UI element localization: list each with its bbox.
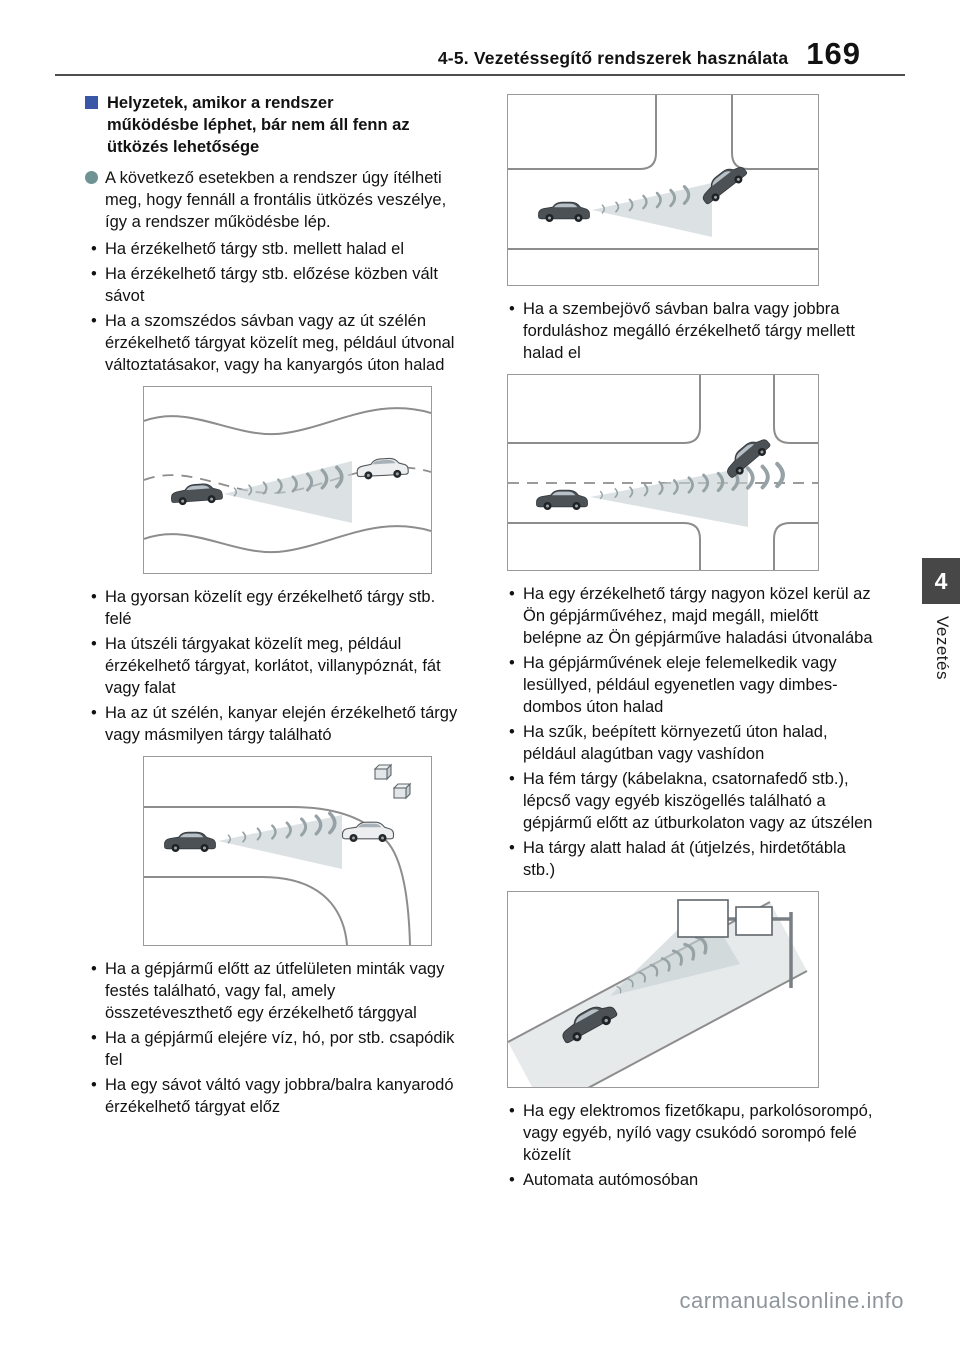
chapter-tab: 4 xyxy=(922,558,960,604)
bullet-item: • Ha az út szélén, kanyar elején érzékelhető tárgy vagy másmilyen tárgy található xyxy=(85,702,459,746)
bullet-item: • Ha fém tárgy (kábelakna, csatornafedő stb.), lépcső vagy egyéb kiszögellés található a gépjármű előtt az útburkolaton vagy az útszélen xyxy=(503,768,877,834)
intro-item xyxy=(85,167,459,233)
figure-row xyxy=(507,891,877,1088)
ego-car-icon xyxy=(171,483,223,506)
detection-cone xyxy=(592,183,712,237)
section-heading xyxy=(85,92,425,158)
bullet-item: • Ha a szomszédos sávban vagy az út szélén érzékelhető tárgyat közelít meg, például útvonal változtatásakor, vagy ha kanyargós úton halad xyxy=(85,310,459,376)
bullet-item: • Ha egy sávot váltó vagy jobbra/balra kanyarodó érzékelhető tárgyat előz xyxy=(85,1074,459,1118)
target-car-icon xyxy=(343,822,394,842)
page-number: 169 xyxy=(806,36,861,71)
figure-roadside-objects-curve xyxy=(143,756,432,946)
detection-cone xyxy=(224,461,352,523)
bullet-item: • Ha gyorsan közelít egy érzékelhető tárgy stb. felé xyxy=(85,586,459,630)
bullet-item: • Ha érzékelhető tárgy stb. mellett halad el xyxy=(85,238,459,260)
bullet-item: • Ha tárgy alatt halad át (útjelzés, hirdetőtábla stb.) xyxy=(503,837,877,881)
roadside-object-icon xyxy=(394,784,410,798)
left-column xyxy=(85,92,459,1121)
ego-car-icon xyxy=(165,832,216,852)
section-heading-text: Helyzetek, amikor a rendszer működésbe léphet, bár nem áll fenn az ütközés lehetősége xyxy=(107,94,410,156)
figure-row xyxy=(507,94,877,286)
sign-board xyxy=(678,900,728,937)
header-rule xyxy=(55,74,905,76)
target-car-icon xyxy=(357,458,409,480)
figure-crossroad-turning-car xyxy=(507,374,819,571)
intro-text: A következő esetekben a rendszer úgy ítélheti meg, hogy fennáll a frontális ütközés veszélye, így a rendszer működésbe lép. xyxy=(105,169,447,231)
bullet-item: • Ha egy érzékelhető tárgy nagyon közel kerül az Ön gépjárművéhez, majd megáll, mielőtt belépne az Ön gépjárműve haladási útvonalába xyxy=(503,583,877,649)
watermark: carmanualsonline.info xyxy=(679,1288,904,1313)
bullet-item: • Ha érzékelhető tárgy stb. előzése közben vált sávot xyxy=(85,263,459,307)
bullet-item: • Ha egy elektromos fizetőkapu, parkolósorompó, vagy egyéb, nyíló vagy csukódó sorompó felé közelít xyxy=(503,1100,877,1166)
section-title: 4-5. Vezetéssegítő rendszerek használata xyxy=(437,48,789,68)
figure-row xyxy=(143,756,459,946)
detection-cone xyxy=(218,815,342,869)
roadside-object-icon xyxy=(375,765,391,779)
right-column xyxy=(503,92,877,1194)
figure-t-intersection-turning-car xyxy=(507,94,819,286)
bullet-item: • Ha a gépjármű elejére víz, hó, por stb. csapódik fel xyxy=(85,1027,459,1071)
chapter-label: Vezetés xyxy=(933,616,952,680)
bullet-item: • Ha útszéli tárgyakat közelít meg, például érzékelhető tárgyat, korlátot, villanypóznát, fát vagy falat xyxy=(85,633,459,699)
detection-cone xyxy=(590,467,748,527)
ego-car-icon xyxy=(539,202,590,222)
figure-row xyxy=(507,374,877,571)
bullet-item: • Automata autómosóban xyxy=(503,1169,877,1191)
figure-overhead-signs xyxy=(507,891,819,1088)
page-header xyxy=(55,36,905,72)
heading-square-icon xyxy=(85,96,98,109)
ego-car-icon xyxy=(537,490,588,510)
figure-curved-road-two-cars xyxy=(143,386,432,574)
figure-row xyxy=(143,386,459,574)
bullet-item: • Ha a gépjármű előtt az útfelületen minták vagy festés található, vagy fal, amely összetéveszthető egy érzékelhető tárggyal xyxy=(85,958,459,1024)
bullet-item: • Ha a szembejövő sávban balra vagy jobbra forduláshoz megálló érzékelhető tárgy mellett halad el xyxy=(503,298,877,364)
sign-board xyxy=(736,907,772,935)
bullet-item: • Ha gépjárművének eleje felemelkedik vagy lesüllyed, például egyenetlen vagy dimbes-dombos úton halad xyxy=(503,652,877,718)
circle-bullet-icon xyxy=(85,171,98,184)
turning-car-icon xyxy=(697,160,749,207)
bullet-item: • Ha szűk, beépített környezetű úton halad, például alagútban vagy vashídon xyxy=(503,721,877,765)
